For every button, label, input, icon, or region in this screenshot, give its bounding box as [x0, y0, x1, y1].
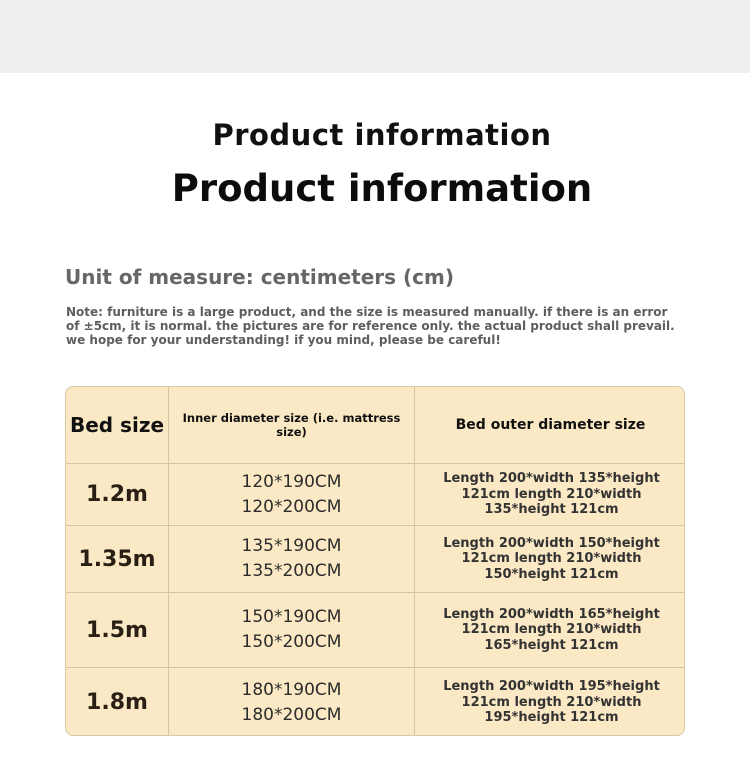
bed-size-cell: [66, 464, 169, 525]
inner-size-190: 150*190CM: [241, 607, 342, 627]
bed-size-cell: [66, 526, 169, 592]
size-note: Note: furniture is a large product, and the size is measured manually. if there is an error of ±5cm, it is normal. the pictures are for reference only. the actual product shall prevail. we hope for your understanding! if you mind, please be careful!: [66, 305, 675, 347]
size-table: [65, 386, 685, 736]
page-title: Product information: [171, 167, 593, 210]
outer-size-value: Length 200*width 195*height 121cm length 210*width 195*height 121cm: [443, 679, 660, 726]
inner-size-190: 135*190CM: [241, 536, 342, 556]
header-inner-size: Inner diameter size (i.e. mattress size): [182, 411, 401, 439]
table-row: [66, 667, 685, 736]
outer-size-cell: [415, 593, 685, 667]
inner-size-cell: [169, 464, 415, 525]
outer-size-cell: [415, 668, 685, 736]
inner-size-200: 135*200CM: [241, 561, 342, 581]
outer-size-value: Length 200*width 150*height 121cm length 210*width 150*height 121cm: [443, 535, 660, 582]
outer-size-value: Length 200*width 135*height 121cm length 210*width 135*height 121cm: [443, 471, 660, 518]
bed-size-cell: [66, 593, 169, 667]
outer-size-value: Length 200*width 165*height 121cm length 210*width 165*height 121cm: [443, 606, 660, 653]
inner-size-190: 120*190CM: [241, 471, 342, 492]
outer-size-cell: [415, 526, 685, 592]
table-row: [66, 592, 685, 667]
table-row: [66, 463, 685, 525]
header-cell-bed-size: [66, 387, 169, 463]
bed-size-value: 1.2m: [86, 482, 148, 507]
bed-size-value: 1.8m: [86, 690, 148, 715]
inner-size-cell: [169, 593, 415, 667]
bed-size-cell: [66, 668, 169, 736]
inner-size-cell: [169, 668, 415, 736]
unit-of-measure: Unit of measure: centimeters (cm): [65, 265, 455, 289]
header-bed-size: Bed size: [69, 413, 165, 437]
inner-size-200: 120*200CM: [241, 496, 342, 517]
page-title-secondary: Product information: [212, 118, 552, 152]
inner-size-200: 180*200CM: [241, 704, 342, 725]
bed-size-value: 1.5m: [86, 617, 148, 643]
header-outer-size: Bed outer diameter size: [455, 417, 646, 433]
inner-size-cell: [169, 526, 415, 592]
top-band: [0, 0, 750, 73]
inner-size-200: 150*200CM: [241, 632, 342, 652]
outer-size-cell: [415, 464, 685, 525]
bed-size-value: 1.35m: [78, 546, 156, 572]
header-cell-outer: [415, 387, 685, 463]
inner-size-190: 180*190CM: [241, 679, 342, 700]
table-header-row: [66, 387, 685, 463]
header-cell-inner: [169, 387, 415, 463]
table-row: [66, 525, 685, 592]
